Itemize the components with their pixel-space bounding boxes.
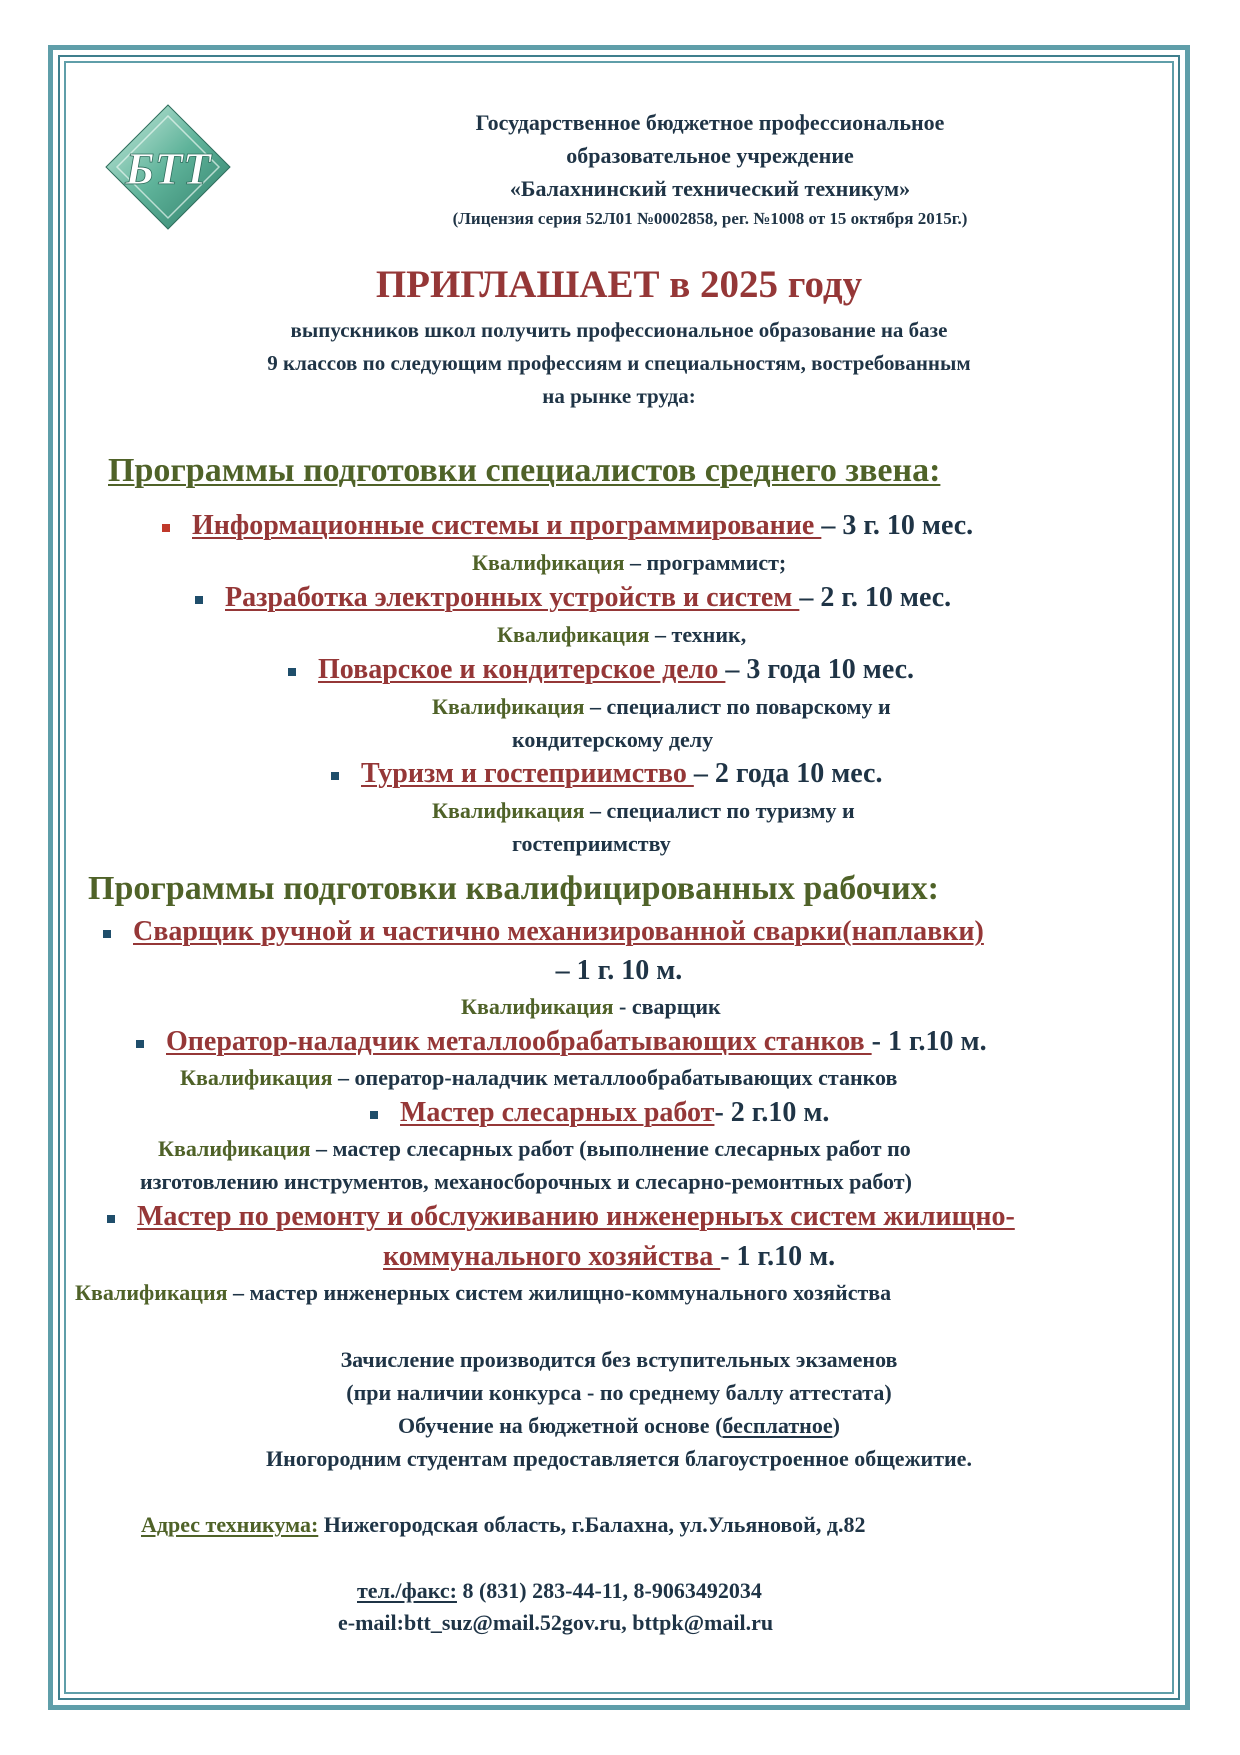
invite-title: ПРИГЛАШАЕТ в 2025 году <box>375 263 863 306</box>
program-duration: – 3 года 10 мес. <box>725 654 915 685</box>
program-item <box>107 1201 1015 1233</box>
competition-info: (при наличии конкурса - по среднему баллу аттестата) <box>346 1380 892 1405</box>
program-name: Оператор-наладчик металлообрабатывающих станков <box>166 1026 872 1057</box>
bullet-icon <box>103 930 111 938</box>
program-item <box>162 510 973 542</box>
program-item <box>370 1097 829 1129</box>
phone-line <box>357 1578 762 1604</box>
address-label: Адрес техникума: <box>141 1512 319 1537</box>
program-duration: - 2 г.10 м. <box>714 1097 830 1128</box>
program-name: Мастер слесарных работ <box>400 1097 715 1128</box>
program-duration: – 2 г. 10 мес. <box>799 582 952 613</box>
qualification-line-cont: кондитерскому делу <box>512 727 714 752</box>
address-value: Нижегородская область, г.Балахна, ул.Ульяновой, д.82 <box>318 1512 866 1537</box>
header-line-1: Государственное бюджетное профессиональное <box>475 110 945 135</box>
email-line[interactable]: e-mail:btt_suz@mail.52gov.ru, bttpk@mail.ru <box>338 1610 774 1635</box>
header-line-2: образовательное учреждение <box>566 143 854 168</box>
program-name: Разработка электронных устройств и систем <box>225 582 800 613</box>
qualification-line: Квалификация – мастер слесарных работ (выполнение слесарных работ по <box>158 1136 911 1161</box>
invite-line-2: 9 классов по следующим профессиям и специальностям, востребованным <box>267 351 971 375</box>
qualification-line: Квалификация – специалист по туризму и <box>432 798 855 823</box>
header-license: (Лицензия серия 52Л01 №0002858, рег. №1008 от 15 октября 2015г.) <box>452 209 968 228</box>
program-name: Поварское и кондитерское дело <box>318 654 726 685</box>
program-name: Мастер по ремонту и обслуживанию инженерныъх систем жилищно- <box>137 1201 1015 1232</box>
bullet-icon <box>107 1215 115 1223</box>
svg-text:БТТ: БТТ <box>125 143 211 194</box>
program-duration: - 1 г.10 м. <box>871 1026 987 1057</box>
college-logo <box>103 102 233 232</box>
phone-value: 8 (831) 283-44-11, 8-9063492034 <box>456 1578 762 1603</box>
program-name: Сварщик ручной и частично механизированной сварки(наплавки) <box>133 916 984 947</box>
program-name-cont: коммунального хозяйства <box>383 1241 721 1272</box>
program-item <box>288 654 914 686</box>
qualification-line-cont: гостеприимству <box>512 831 671 856</box>
bullet-icon <box>136 1040 144 1048</box>
program-duration: - 1 г.10 м. <box>720 1241 836 1272</box>
program-item <box>103 916 984 948</box>
program-item <box>136 1026 987 1058</box>
section-specialists-title: Программы подготовки специалистов среднего звена: <box>108 452 941 489</box>
qualification-line: Квалификация – мастер инженерных систем жилищно-коммунального хозяйства <box>75 1280 892 1305</box>
program-name: Туризм и гостеприимство <box>361 758 694 789</box>
program-duration: – 2 года 10 мес. <box>693 758 883 789</box>
program-item-cont <box>383 1241 835 1273</box>
dormitory-info: Иногородним студентам предоставляется благоустроенное общежитие. <box>266 1446 972 1471</box>
invite-line-1: выпускников школ получить профессиональное образование на базе <box>290 318 948 342</box>
qualification-line: Квалификация – программист; <box>472 550 787 575</box>
bullet-icon <box>331 772 339 780</box>
qualification-line: Квалификация – специалист по поварскому и <box>432 694 891 719</box>
budget-info: Обучение на бюджетной основе (бесплатное) <box>398 1413 840 1438</box>
program-item <box>331 758 882 790</box>
program-name: Информационные системы и программирование <box>192 510 822 541</box>
bullet-icon <box>162 524 170 532</box>
bullet-icon <box>370 1111 378 1119</box>
qualification-line-cont: изготовлению инструментов, механосборочных и слесарно-ремонтных работ) <box>140 1169 912 1194</box>
phone-label: тел./факс: <box>357 1578 457 1603</box>
program-duration: – 1 г. 10 м. <box>555 955 683 986</box>
address-line <box>141 1512 865 1538</box>
invite-line-3: на рынке труда: <box>542 384 696 408</box>
bullet-icon <box>288 668 296 676</box>
section-workers-title: Программы подготовки квалифицированных рабочих: <box>88 870 939 907</box>
program-item <box>195 582 951 614</box>
bullet-icon <box>195 596 203 604</box>
enrollment-info: Зачисление производится без вступительных экзаменов <box>340 1347 898 1372</box>
program-duration: – 3 г. 10 мес. <box>821 510 974 541</box>
qualification-line: Квалификация – оператор-наладчик металлообрабатывающих станков <box>180 1065 898 1090</box>
qualification-line: Квалификация - сварщик <box>461 994 721 1019</box>
header-college-name: «Балахнинский технический техникум» <box>509 176 911 201</box>
qualification-line: Квалификация – техник, <box>497 622 747 647</box>
